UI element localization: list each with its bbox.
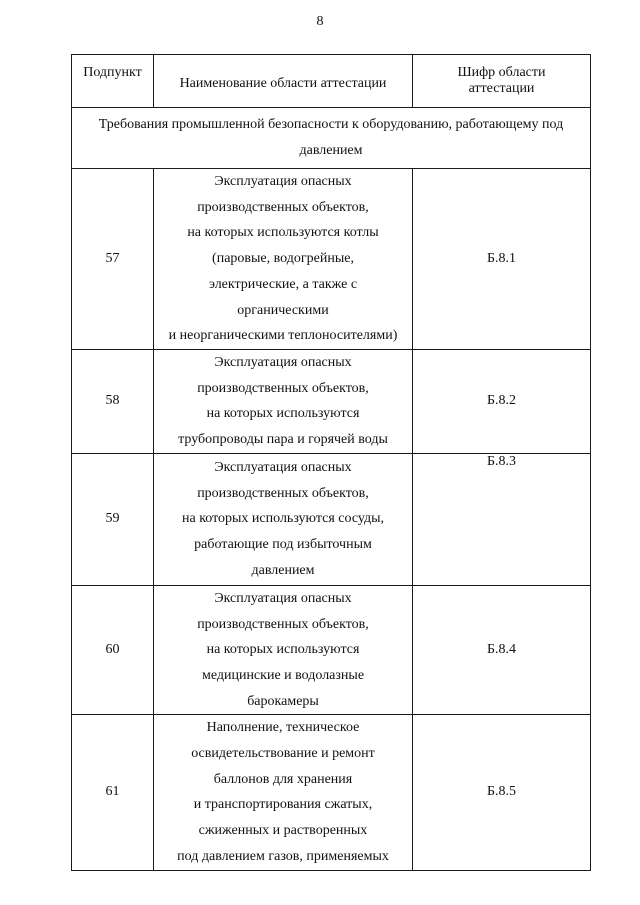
row-number: 61 [72, 715, 154, 870]
row-area-name-line: медицинские и водолазные [201, 667, 365, 683]
table-row [72, 169, 591, 350]
section-row [72, 108, 591, 169]
row-area-code: Б.8.2 [413, 350, 591, 454]
attestation-table [71, 54, 591, 871]
row-area-name [154, 350, 413, 454]
row-area-name-line: и неорганическими теплоносителями) [168, 328, 398, 344]
row-area-name-line: сжиженных и растворенных [198, 823, 368, 839]
header-area-name: Наименование области аттестации [154, 55, 413, 108]
row-area-name-line: на которых используются котлы [187, 225, 379, 241]
row-area-name-line: на которых используются сосуды, [181, 511, 385, 527]
table-row [72, 585, 591, 715]
table-row [72, 453, 591, 585]
row-area-code: Б.8.1 [413, 169, 591, 350]
row-number: 60 [72, 585, 154, 715]
row-area-name-line: освидетельствование и ремонт [191, 746, 375, 762]
header-area-code-line2: аттестации [468, 81, 535, 96]
row-area-code: Б.8.4 [413, 585, 591, 715]
row-area-code: Б.8.5 [413, 715, 591, 870]
header-area-code [413, 55, 591, 108]
row-area-name [154, 453, 413, 585]
header-subclause: Подпункт [72, 55, 154, 108]
row-area-name-line: Наполнение, техническое [206, 720, 360, 736]
row-area-name-line: на которых используются [206, 406, 360, 422]
row-area-name [154, 585, 413, 715]
row-area-name-line: производственных объектов, [197, 485, 369, 501]
header-area-code-line1: Шифр области [457, 65, 546, 80]
row-area-name-line: производственных объектов, [197, 380, 369, 396]
row-area-name-line: Эксплуатация опасных [214, 590, 352, 606]
row-area-name-line: электрические, а также с [208, 276, 358, 292]
row-area-name-line: трубопроводы пара и горячей воды [178, 432, 388, 448]
section-title-line2: давлением [299, 143, 363, 158]
row-area-name-line: баллонов для хранения [213, 771, 353, 787]
row-area-name-line: давлением [251, 562, 315, 578]
row-area-name-line: (паровые, водогрейные, [212, 251, 354, 267]
row-number: 57 [72, 169, 154, 350]
table-row [72, 715, 591, 870]
section-title-line1: Требования промышленной безопасности к оборудованию, работающему под [98, 117, 564, 132]
row-area-name-line: барокамеры [247, 693, 319, 709]
row-area-name-line: Эксплуатация опасных [214, 174, 352, 190]
table-header-row [72, 55, 591, 108]
row-area-name [154, 715, 413, 870]
section-title [72, 108, 591, 169]
row-area-name-line: Эксплуатация опасных [214, 355, 352, 370]
row-number: 58 [72, 350, 154, 454]
row-area-name-line: под давлением газов, применяемых [177, 848, 389, 864]
row-area-name-line: и транспортирования сжатых, [193, 797, 373, 813]
row-area-name-line: на которых используются [206, 642, 360, 658]
row-area-name-line: органическими [237, 302, 329, 318]
row-area-name-line: производственных объектов, [197, 616, 369, 632]
page-number: 8 [316, 14, 324, 29]
row-number: 59 [72, 453, 154, 585]
row-area-name-line: Эксплуатация опасных [214, 460, 352, 476]
row-area-name-line: работающие под избыточным [194, 537, 372, 553]
row-area-name-line: производственных объектов, [197, 199, 369, 215]
row-area-code: Б.8.3 [413, 453, 591, 585]
table-row [72, 350, 591, 454]
row-area-name [154, 169, 413, 350]
